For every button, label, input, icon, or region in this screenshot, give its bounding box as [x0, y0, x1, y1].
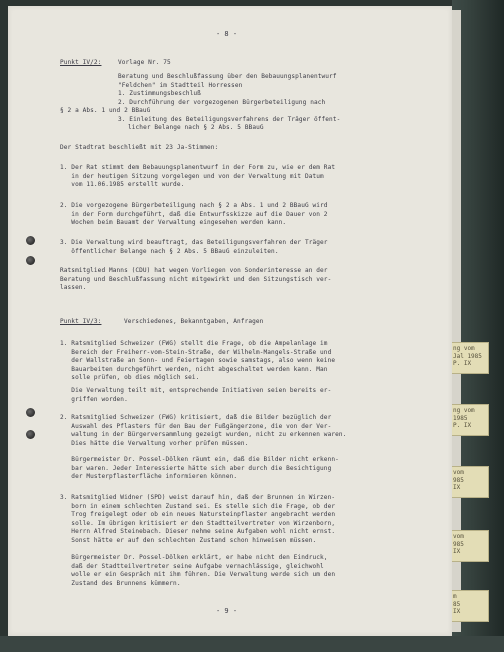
section1-intro: Der Stadtrat beschließt mit 23 Ja-Stimmen:: [60, 144, 219, 151]
index-tab-5[interactable]: m 85 IX: [449, 590, 489, 622]
punch-hole: [26, 430, 35, 439]
punch-hole: [26, 256, 35, 265]
section1-line: licher Belange nach § 2 Abs. 5 BBauG: [128, 124, 264, 131]
section2-item: Bürgermeister Dr. Possel-Dölken räumt ein, daß die Bilder nicht erkenn- bar waren. Jeder Interessierte hätte sich aber durch die Besichtigung der Musterpflasterfläche informieren können.: [71, 456, 339, 480]
document-page: [8, 6, 452, 636]
section2-item: Die Verwaltung teilt mit, entsprechende Initiativen seien bereits er- griffen worden.: [71, 387, 332, 403]
index-tab-4[interactable]: vom 985 IX: [449, 530, 489, 562]
punch-hole: [26, 236, 35, 245]
page-number-top: - 8 -: [216, 30, 238, 38]
section1-line: § 2 a Abs. 1 und 2 BBauG: [60, 107, 151, 114]
section1-label: Punkt IV/2:: [60, 59, 102, 66]
section2-label: Punkt IV/3:: [60, 318, 102, 325]
section1-line: 3. Einleitung des Beteiligungsverfahrens der Träger öffent-: [118, 115, 341, 123]
index-tab-3[interactable]: vom 985 IX: [449, 466, 489, 498]
section1-line: 1. Zustimmungsbeschluß: [118, 90, 201, 97]
section1-line: Vorlage Nr. 75: [118, 59, 171, 66]
section2-item: 2. Ratsmitglied Schweizer (FWG) kritisiert, daß die Bilder bezüglich der Auswahl des Pflasters für den Bau der Fußgängerzone, die von der Ver- waltung in der Bürgerversammlung gezeigt wurden, nicht zu erkennen waren. Dies hätte die Verwaltung vorher prüfen müssen.: [60, 414, 347, 447]
section1-line: 2. Durchführung der vorgezogenen Bürgerbeteiligung nach: [118, 98, 326, 106]
punch-hole: [26, 408, 35, 417]
section2-item: 3. Ratsmitglied Widner (SPD) weist darauf hin, daß der Brunnen in Wirzen- born in einem schlechten Zustand sei. Es stelle sich die Frage, ob der Trog freigelegt oder ob ein neues Natursteinpflaster angebracht werden solle. Im übrigen kritisiert er den Stadtteilvertreter von Wirzenborn, Herrn Alfred Steinebach. Dieser nehme seine Aufgaben wohl nicht ernst. Sonst hätte er auf den schlechten Zustand schon hinweisen müssen.: [60, 494, 336, 544]
page-number-bottom: - 9 -: [216, 607, 238, 615]
section1-line: "Feldchen" im Stadtteil Horressen: [118, 81, 243, 89]
section1-item: 2. Die vorgezogene Bürgerbeteiligung nach § 2 a Abs. 1 und 2 BBauG wird in der Form durchgeführt, daß die Entwurfsskizze auf die Dauer von 2 Wochen beim Bauamt der Verwaltung eingesehen werden kann.: [60, 202, 328, 226]
section2-item: Bürgermeister Dr. Possel-Dölken erklärt, er habe nicht den Eindruck, daß der Stadtteilvertreter seine Aufgabe vernachlässige, gleichwohl wolle er ein Gespräch mit ihm führen. Die Verwaltung werde sich um den Zustand des Brunnens kümmern.: [71, 554, 336, 587]
binder-bottom-edge: [0, 636, 504, 652]
section2-item: 1. Ratsmitglied Schweizer (FWG) stellt die Frage, ob die Ampelanlage im Bereich der Freiherr-vom-Stein-Straße, der Wilhelm-Mangels-Straße und der Wallstraße an Sonn- und Feiertagen sowie samstags, also wenn keine Bauarbeiten durchgeführt werden, nicht abgeschaltet werden kann. Man solle prüfen, ob dies möglich sei.: [60, 340, 336, 381]
section1-item: 1. Der Rat stimmt dem Bebauungsplanentwurf in der Form zu, wie er dem Rat in der heutigen Sitzung vorgelegen und von der Verwaltung mit Datum vom 11.06.1985 erstellt wurde.: [60, 164, 336, 188]
section1-line: Beratung und Beschlußfassung über den Bebauungsplanentwurf: [118, 73, 337, 80]
section1-item: 3. Die Verwaltung wird beauftragt, das Beteiligungsverfahren der Träger öffentlicher Belange nach § 2 Abs. 5 BBauG einzuleiten.: [60, 239, 328, 255]
section1-note: Ratsmitglied Manns (CDU) hat wegen Vorliegen von Sonderinteresse an der Beratung und Beschlußfassung nicht mitgewirkt und den Sitzungstisch ver- lassen.: [60, 267, 332, 291]
section2-title: Verschiedenes, Bekanntgaben, Anfragen: [124, 318, 264, 325]
index-tab-2[interactable]: ng vom 1985 P. IX: [449, 404, 489, 436]
index-tab-1[interactable]: ng vom Jal 1985 P. IX: [449, 342, 489, 374]
